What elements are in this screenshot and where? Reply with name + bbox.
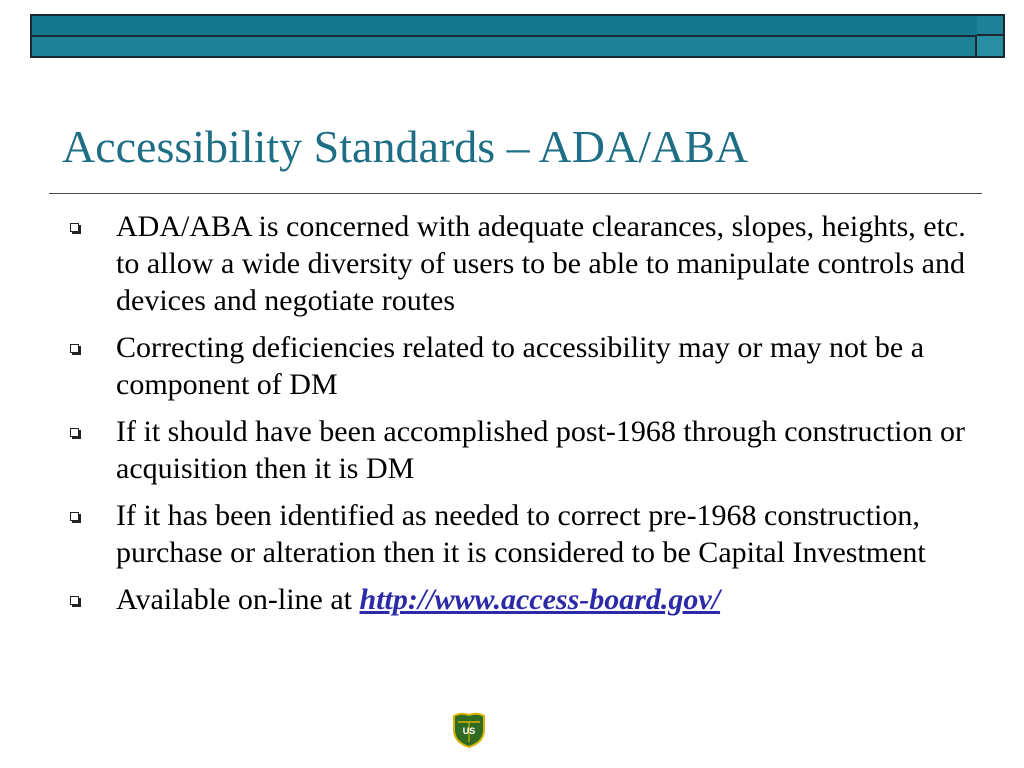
square-bullet-icon [70, 512, 79, 521]
bullet-text: If it has been identified as needed to correct pre-1968 construction, purchase or alteration then it is considered to be Capital Investment [116, 499, 926, 569]
access-board-link[interactable]: http://www.access-board.gov/ [359, 583, 721, 616]
logo-text: US [462, 726, 476, 736]
usfs-shield-icon [452, 712, 486, 748]
bullet-item [60, 413, 980, 487]
bullet-text: Available on-line at [116, 583, 360, 616]
square-bullet-icon [70, 596, 79, 605]
header-corner-square-bottom [977, 36, 1003, 56]
header-band [30, 14, 1005, 58]
bullet-text: If it should have been accomplished post-1968 through construction or acquisition then it is DM [116, 415, 965, 485]
bullet-item [60, 208, 980, 319]
square-bullet-icon [70, 344, 79, 353]
bullet-item [60, 581, 980, 618]
square-bullet-icon [70, 223, 79, 232]
header-bar-divider [32, 35, 977, 37]
header-corner-square-top [977, 16, 1003, 36]
bullet-text: Correcting deficiencies related to accessibility may or may not be a component of DM [116, 331, 925, 401]
bullet-list [60, 208, 980, 628]
title-underline [49, 193, 982, 194]
bullet-text: ADA/ABA is concerned with adequate clearances, slopes, heights, etc. to allow a wide diversity of users to be able to manipulate controls and devices and negotiate routes [116, 210, 966, 317]
bullet-item [60, 497, 980, 571]
bullet-item [60, 329, 980, 403]
slide-title: Accessibility Standards – ADA/ABA [62, 121, 749, 172]
square-bullet-icon [70, 428, 79, 437]
header-bar-top [32, 16, 977, 36]
